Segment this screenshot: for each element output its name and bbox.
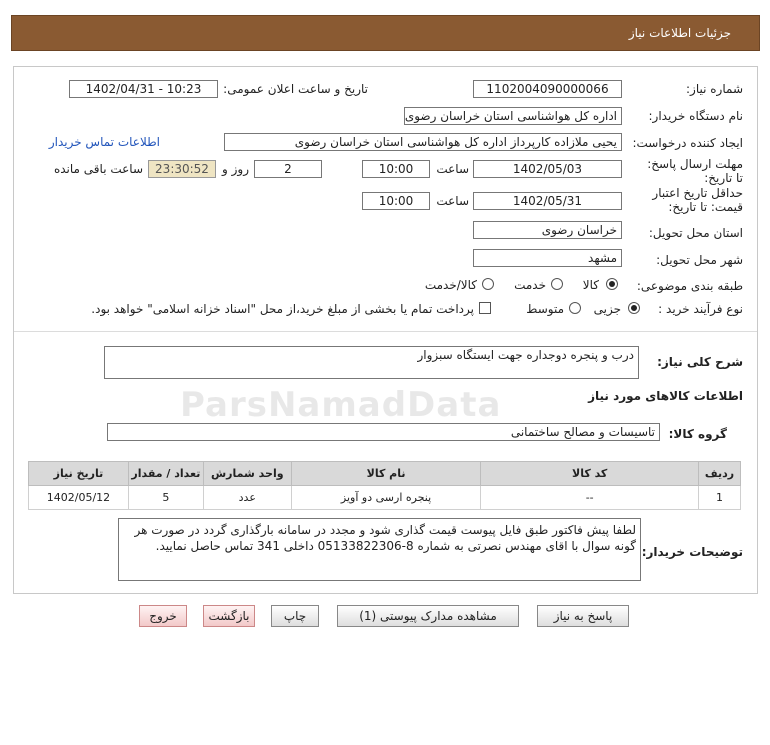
goods-section-title: اطلاعات کالاهای مورد نیاز [588,389,743,403]
category-radio-goods-service[interactable] [482,278,494,290]
category-label: طبقه بندی موضوعی: [636,279,743,293]
reply-button[interactable]: پاسخ به نیاز [537,605,629,627]
city-field: مشهد [473,249,622,267]
cell-item-code: -- [481,486,699,510]
days-remaining-field: 2 [254,160,322,178]
remaining-time-field: 23:30:52 [148,160,216,178]
deadline-time-field: 10:00 [362,160,430,178]
category-option-service: خدمت [514,278,546,292]
view-attachments-button[interactable]: مشاهده مدارک پیوستی (1) [337,605,519,627]
col-unit: واحد شمارش [203,462,291,486]
cell-item-name: پنجره ارسی دو آویز [291,486,481,510]
process-type-label: نوع فرآیند خرید : [658,302,743,316]
validity-label: حداقل تاریخ اعتبار قیمت: تا تاریخ: [652,186,743,214]
col-need-date: تاریخ نیاز [29,462,129,486]
buyer-org-field: اداره کل هواشناسی استان خراسان رضوی [404,107,622,125]
buyer-org-label: نام دستگاه خریدار: [648,109,743,123]
announce-date-label: تاریخ و ساعت اعلان عمومی: [223,82,368,96]
deadline-date-field: 1402/05/03 [473,160,622,178]
category-radio-goods[interactable] [606,278,618,290]
need-number-label: شماره نیاز: [686,82,743,96]
buyer-contact-link[interactable]: اطلاعات تماس خریدار [48,135,160,149]
creator-label: ایجاد کننده درخواست: [632,136,743,150]
goods-group-label: گروه کالا: [668,427,727,441]
summary-label: شرح کلی نیاز: [657,355,743,369]
deadline-time-label: ساعت [436,162,469,176]
process-radio-medium[interactable] [569,302,581,314]
exit-button[interactable]: خروج [139,605,187,627]
category-radio-service[interactable] [551,278,563,290]
buyer-notes-field: لطفا پیش فاکتور طبق فایل پیوست قیمت گذاری شود و مجدد در سامانه بارگذاری گردد در صورت هر گونه سوال با اقای مهندس نصرتی به شماره 8-05133822306 داخلی 341 تماس حاصل نمایید. [118,518,641,581]
col-quantity: تعداد / مقدار [128,462,203,486]
col-item-name: نام کالا [291,462,481,486]
process-radio-minor[interactable] [628,302,640,314]
print-button[interactable]: چاپ [271,605,319,627]
col-row: ردیف [698,462,740,486]
category-option-goods: کالا [582,278,599,292]
days-label: روز و [222,162,249,176]
announce-date-field: 1402/04/31 - 10:23 [69,80,218,98]
process-option-medium: متوسط [526,302,564,316]
cell-need-date: 1402/05/12 [29,486,129,510]
remaining-label: ساعت باقی مانده [53,162,143,176]
treasury-payment-checkbox[interactable] [479,302,491,314]
goods-table-header [29,462,741,486]
goods-group-field: تاسیسات و مصالح ساختمانی [107,423,660,441]
buyer-notes-label: توضیحات خریدار: [641,545,743,559]
deadline-label: مهلت ارسال پاسخ: تا تاریخ: [647,157,743,185]
creator-field: یحیی ملازاده کارپرداز اداره کل هواشناسی استان خراسان رضوی [224,133,622,151]
category-option-goods-service: کالا/خدمت [424,278,477,292]
col-item-code: کد کالا [481,462,699,486]
cell-quantity: 5 [128,486,203,510]
page-title: جزئیات اطلاعات نیاز [628,26,731,40]
province-field: خراسان رضوی [473,221,622,239]
province-label: استان محل تحویل: [648,226,743,240]
validity-time-label: ساعت [436,194,469,208]
validity-time-field: 10:00 [362,192,430,210]
validity-date-field: 1402/05/31 [473,192,622,210]
goods-table [28,461,741,510]
cell-row: 1 [698,486,740,510]
table-row [29,486,741,510]
cell-unit: عدد [203,486,291,510]
treasury-payment-note: پرداخت تمام یا بخشی از مبلغ خرید،از محل "اسناد خزانه اسلامی" خواهد بود. [91,302,474,316]
divider [14,331,757,332]
city-label: شهر محل تحویل: [656,253,743,267]
process-option-minor: جزیی [593,302,621,316]
page-header [11,15,760,51]
need-number-field: 1102004090000066 [473,80,622,98]
summary-field: درب و پنجره دوجداره جهت ایستگاه سبزوار [104,346,639,379]
back-button[interactable]: بازگشت [203,605,255,627]
